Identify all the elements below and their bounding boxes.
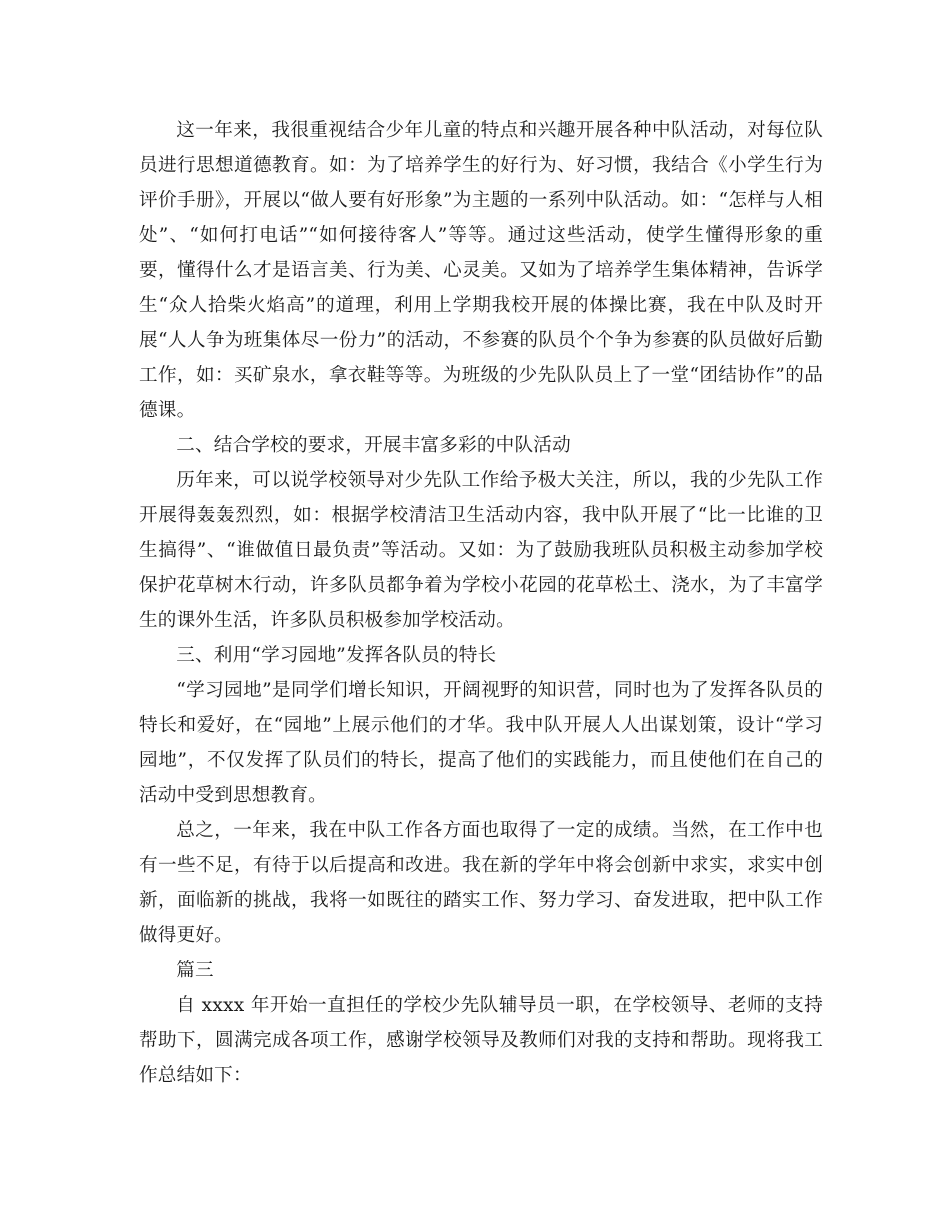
section-heading-three: 三、利用“学习园地”发挥各队员的特长: [176, 645, 497, 666]
paragraph-summary: 总之，一年来，我在中队工作各方面也取得了一定的成绩。当然，在工作中也有一些不足，有待于以后提高和改进。我在新的学年中将会创新中求实，求实中创新，面临新的挑战，我将一如既往的踏实工作、努力学习、奋发进取，把中队工作做得更好。: [139, 820, 823, 946]
paragraph-introduction: 自 xxxx 年开始一直担任的学校少先队辅导员一职，在学校领导、老师的支持帮助下，圆满完成各项工作，感谢学校领导及教师们对我的支持和帮助。现将我工作总结如下：: [139, 995, 823, 1086]
section-heading-two: 二、结合学校的要求，开展丰富多彩的中队活动: [176, 435, 571, 456]
paragraph-team-activities: 这一年来，我很重视结合少年儿童的特点和兴趣开展各种中队活动，对每位队员进行思想道德教育。如：为了培养学生的好行为、好习惯，我结合《小学生行为评价手册》，开展以“做人要有好形象”为主题的一系列中队活动。如：“怎样与人相处”、“如何打电话”“如何接待客人”等等。通过这些活动，使学生懂得形象的重要，懂得什么才是语言美、行为美、心灵美。又如为了培养学生集体精神，告诉学生“众人拾柴火焰高”的道理，利用上学期我校开展的体操比赛，我在中队及时开展“人人争为班集体尽一份力”的活动，不参赛的队员个个争为参赛的队员做好后勤工作，如：买矿泉水，拿衣鞋等等。为班级的少先队队员上了一堂“团结协作”的品德课。: [139, 120, 823, 421]
section-heading-part-three: 篇三: [176, 960, 214, 981]
document-body: [139, 113, 823, 1093]
paragraph-study-garden: “学习园地”是同学们增长知识，开阔视野的知识营，同时也为了发挥各队员的特长和爱好，在“园地”上展示他们的才华。我中队开展人人出谋划策，设计“学习园地”，不仅发挥了队员们的特长，提高了他们的实践能力，而且使他们在自己的活动中受到思想教育。: [139, 680, 823, 806]
paragraph-school-requirements: 历年来，可以说学校领导对少先队工作给予极大关注，所以，我的少先队工作开展得轰轰烈烈，如：根据学校清洁卫生活动内容，我中队开展了“比一比谁的卫生搞得”、“谁做值日最负责”等活动。又如：为了鼓励我班队员积极主动参加学校保护花草树木行动，许多队员都争着为学校小花园的花草松土、浇水，为了丰富学生的课外生活，许多队员积极参加学校活动。: [139, 470, 823, 631]
